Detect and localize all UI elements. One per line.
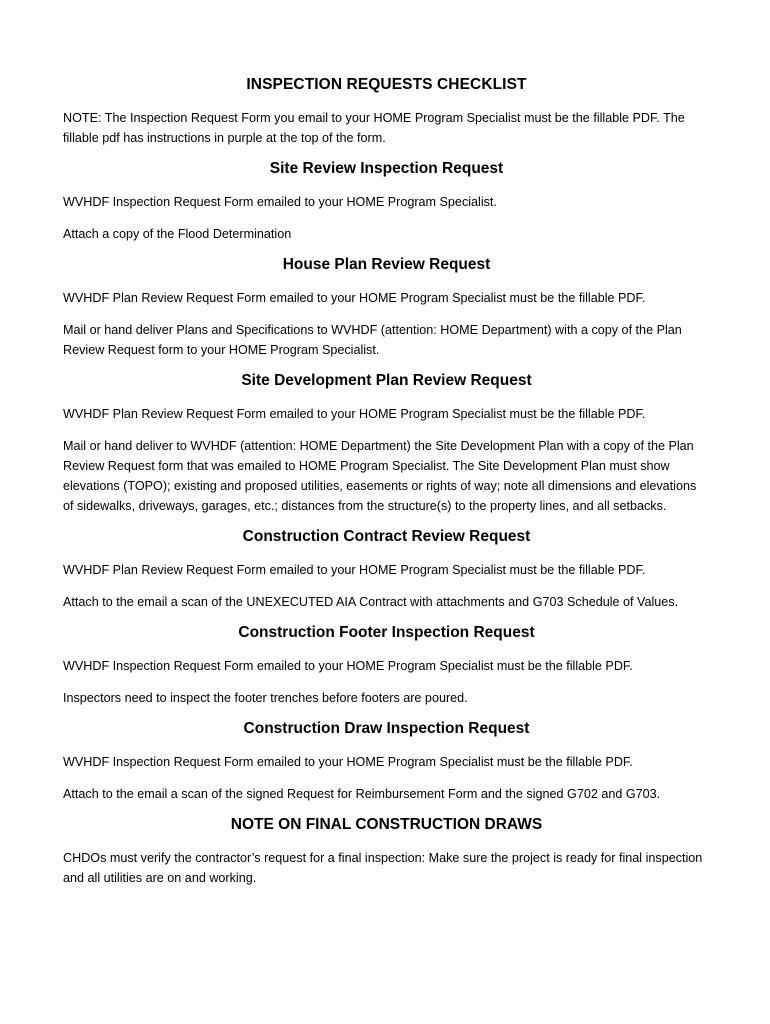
section-paragraph: WVHDF Inspection Request Form emailed to your HOME Program Specialist must be the fillable PDF. xyxy=(63,755,633,769)
section-construction-contract-review xyxy=(63,528,710,612)
section-construction-footer-inspection xyxy=(63,624,710,708)
section-heading: House Plan Review Request xyxy=(282,256,491,273)
section-paragraph: WVHDF Plan Review Request Form emailed to your HOME Program Specialist must be the fillable PDF. xyxy=(63,407,646,421)
section-paragraph: WVHDF Inspection Request Form emailed to your HOME Program Specialist must be the fillable PDF. xyxy=(63,659,633,673)
section-paragraph: WVHDF Plan Review Request Form emailed to your HOME Program Specialist must be the fillable PDF. xyxy=(63,563,646,577)
intro-note: NOTE: The Inspection Request Form you email to your HOME Program Specialist must be the fillable PDF. The fillable pdf has instructions in purple at the top of the form. xyxy=(63,111,685,145)
section-heading: NOTE ON FINAL CONSTRUCTION DRAWS xyxy=(230,816,543,833)
section-heading: Site Review Inspection Request xyxy=(269,160,504,177)
section-paragraph: WVHDF Plan Review Request Form emailed to your HOME Program Specialist must be the fillable PDF. xyxy=(63,291,646,305)
section-paragraph: Mail or hand deliver to WVHDF (attention: HOME Department) the Site Development Plan with a copy of the Plan Review Request form that was emailed to HOME Program Specialist. The Site Development Plan must show elevations (TOPO); existing and proposed utilities, easements or rights of way; note all dimensions and elevations of sidewalks, driveways, garages, etc.; distances from the structure(s) to the property lines, and all setbacks. xyxy=(63,439,697,513)
section-site-review xyxy=(63,160,710,244)
document-title: INSPECTION REQUESTS CHECKLIST xyxy=(246,76,527,93)
section-heading: Site Development Plan Review Request xyxy=(241,372,532,389)
section-paragraph: Inspectors need to inspect the footer trenches before footers are poured. xyxy=(63,691,468,705)
section-heading: Construction Contract Review Request xyxy=(242,528,531,545)
section-paragraph: WVHDF Inspection Request Form emailed to your HOME Program Specialist. xyxy=(63,195,497,209)
section-heading: Construction Draw Inspection Request xyxy=(243,720,530,737)
section-paragraph: Attach a copy of the Flood Determination xyxy=(63,227,292,241)
section-construction-draw-inspection xyxy=(63,720,710,804)
section-paragraph: CHDOs must verify the contractor’s request for a final inspection: Make sure the project is ready for final inspection and all utilities are on and working. xyxy=(63,851,703,885)
section-paragraph: Mail or hand deliver Plans and Specifications to WVHDF (attention: HOME Department) with a copy of the Plan Review Request form to your HOME Program Specialist. xyxy=(63,323,682,357)
section-final-construction-draws xyxy=(63,816,710,888)
section-heading: Construction Footer Inspection Request xyxy=(238,624,535,641)
section-paragraph: Attach to the email a scan of the signed Request for Reimbursement Form and the signed G702 and G703. xyxy=(63,787,661,801)
section-paragraph: Attach to the email a scan of the UNEXECUTED AIA Contract with attachments and G703 Schedule of Values. xyxy=(63,595,679,609)
section-house-plan-review xyxy=(63,256,710,360)
section-site-development-plan-review xyxy=(63,372,710,516)
